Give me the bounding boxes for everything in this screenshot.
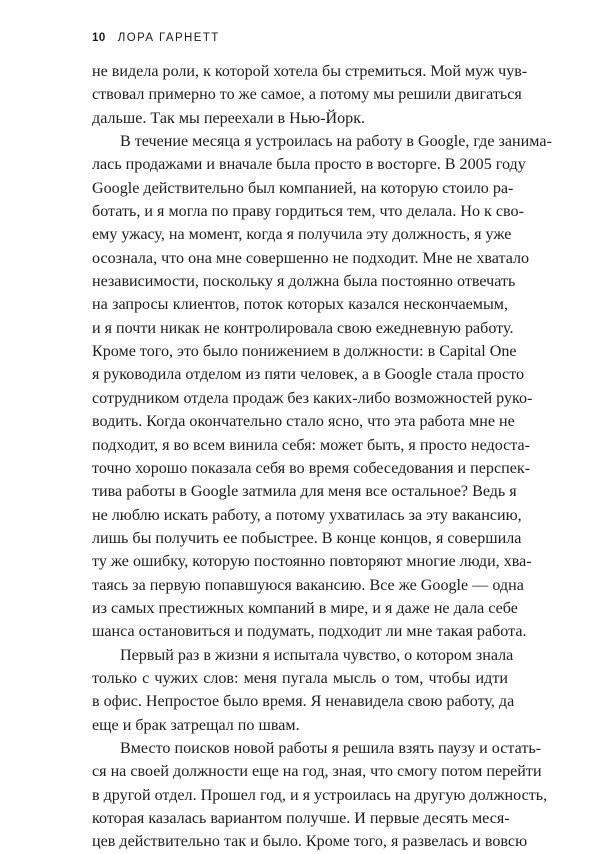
text-line: лась продажами и вначале была просто в восторге. В 2005 году bbox=[92, 156, 526, 174]
text-line: только с чужих слов: меня пугала мысль о том, чтобы идти bbox=[92, 669, 508, 687]
text-line: ся на своей должности еще на год, зная, что смогу потом перейти bbox=[92, 763, 542, 781]
text-line: точно хорошо показала себя во время собеседования и перспек- bbox=[92, 459, 531, 477]
text-line: ствовал примерно то же самое, а потому мы решили двигаться bbox=[92, 86, 522, 104]
paragraph bbox=[92, 60, 528, 130]
text-line: Google действительно был компанией, на которую стоило ра- bbox=[92, 179, 514, 197]
text-line: не люблю искать работу, а потому ухватилась за эту вакансию, bbox=[92, 506, 522, 524]
text-line: Вместо поисков новой работы я решила взять паузу и остать- bbox=[120, 739, 542, 757]
text-line: сотрудником отдела продаж без каких-либо возможностей руко- bbox=[92, 389, 533, 407]
text-line: еще и брак затрещал по швам. bbox=[92, 716, 300, 734]
paragraph bbox=[92, 644, 515, 737]
paragraph bbox=[92, 130, 552, 644]
text-line: не видела роли, к которой хотела бы стремиться. Мой муж чув- bbox=[92, 63, 528, 80]
text-line: подходит, я во всем винила себя: может быть, я просто недоста- bbox=[92, 436, 531, 454]
text-line: из самых престижных компаний в мире, и я даже не дала себе bbox=[92, 599, 518, 617]
text-line: В течение месяца я устроилась на работу в Google, где занима- bbox=[120, 133, 552, 151]
text-line: независимости, поскольку я должна была постоянно отвечать bbox=[92, 273, 516, 291]
text-line: которая казалась вариантом получше. И первые десять меся- bbox=[92, 810, 510, 827]
text-line: ботать, и я могла по праву гордиться тем, что делала. Но к сво- bbox=[92, 203, 524, 221]
text-line: водить. Когда окончательно стало ясно, что эта работа мне не bbox=[92, 413, 515, 431]
body-text bbox=[92, 60, 552, 854]
text-line: и я почти никак не контролировала свою ежедневную работу. bbox=[92, 319, 514, 337]
text-line: таясь за первую попавшуюся вакансию. Все же Google — одна bbox=[92, 576, 524, 594]
text-line: Первый раз в жизни я испытала чувство, о котором знала bbox=[120, 646, 514, 664]
running-head bbox=[92, 32, 220, 44]
text-line: тива работы в Google затмила для меня все остальное? Ведь я bbox=[92, 483, 517, 501]
running-title: ЛОРА ГАРНЕТТ bbox=[117, 32, 220, 44]
text-line: в офис. Непростое было время. Я ненавидела свою работу, да bbox=[92, 693, 515, 711]
text-line: ему ужасу, на момент, когда я получила эту должность, я уже bbox=[92, 226, 512, 244]
text-line: ту же ошибку, которую постоянно повторяют многие люди, хва- bbox=[92, 553, 532, 571]
paragraph bbox=[92, 737, 548, 854]
text-line: в другой отдел. Прошел год, и я устроилась на другую должность, bbox=[92, 786, 548, 804]
page-number: 10 bbox=[92, 32, 106, 44]
text-line: шанса остановиться и подумать, подходит ли мне такая работа. bbox=[92, 623, 527, 641]
text-line: Кроме того, это было понижением в должности: в Capital One bbox=[92, 343, 517, 361]
text-line: лишь бы получить ее побыстрее. В конце концов, я совершила bbox=[92, 529, 522, 547]
text-line: осознала, что она мне совершенно не подходит. Мне не хватало bbox=[92, 249, 530, 267]
text-line: цев действительно так и было. Кроме того, я развелась и вовсю bbox=[92, 833, 528, 851]
text-line: на запросы клиентов, поток которых казался нескончаемым, bbox=[92, 296, 508, 314]
text-line: дальше. Так мы переехали в Нью-Йорк. bbox=[92, 109, 366, 127]
text-line: я руководила отделом из пяти человек, а в Google стала просто bbox=[92, 366, 525, 384]
